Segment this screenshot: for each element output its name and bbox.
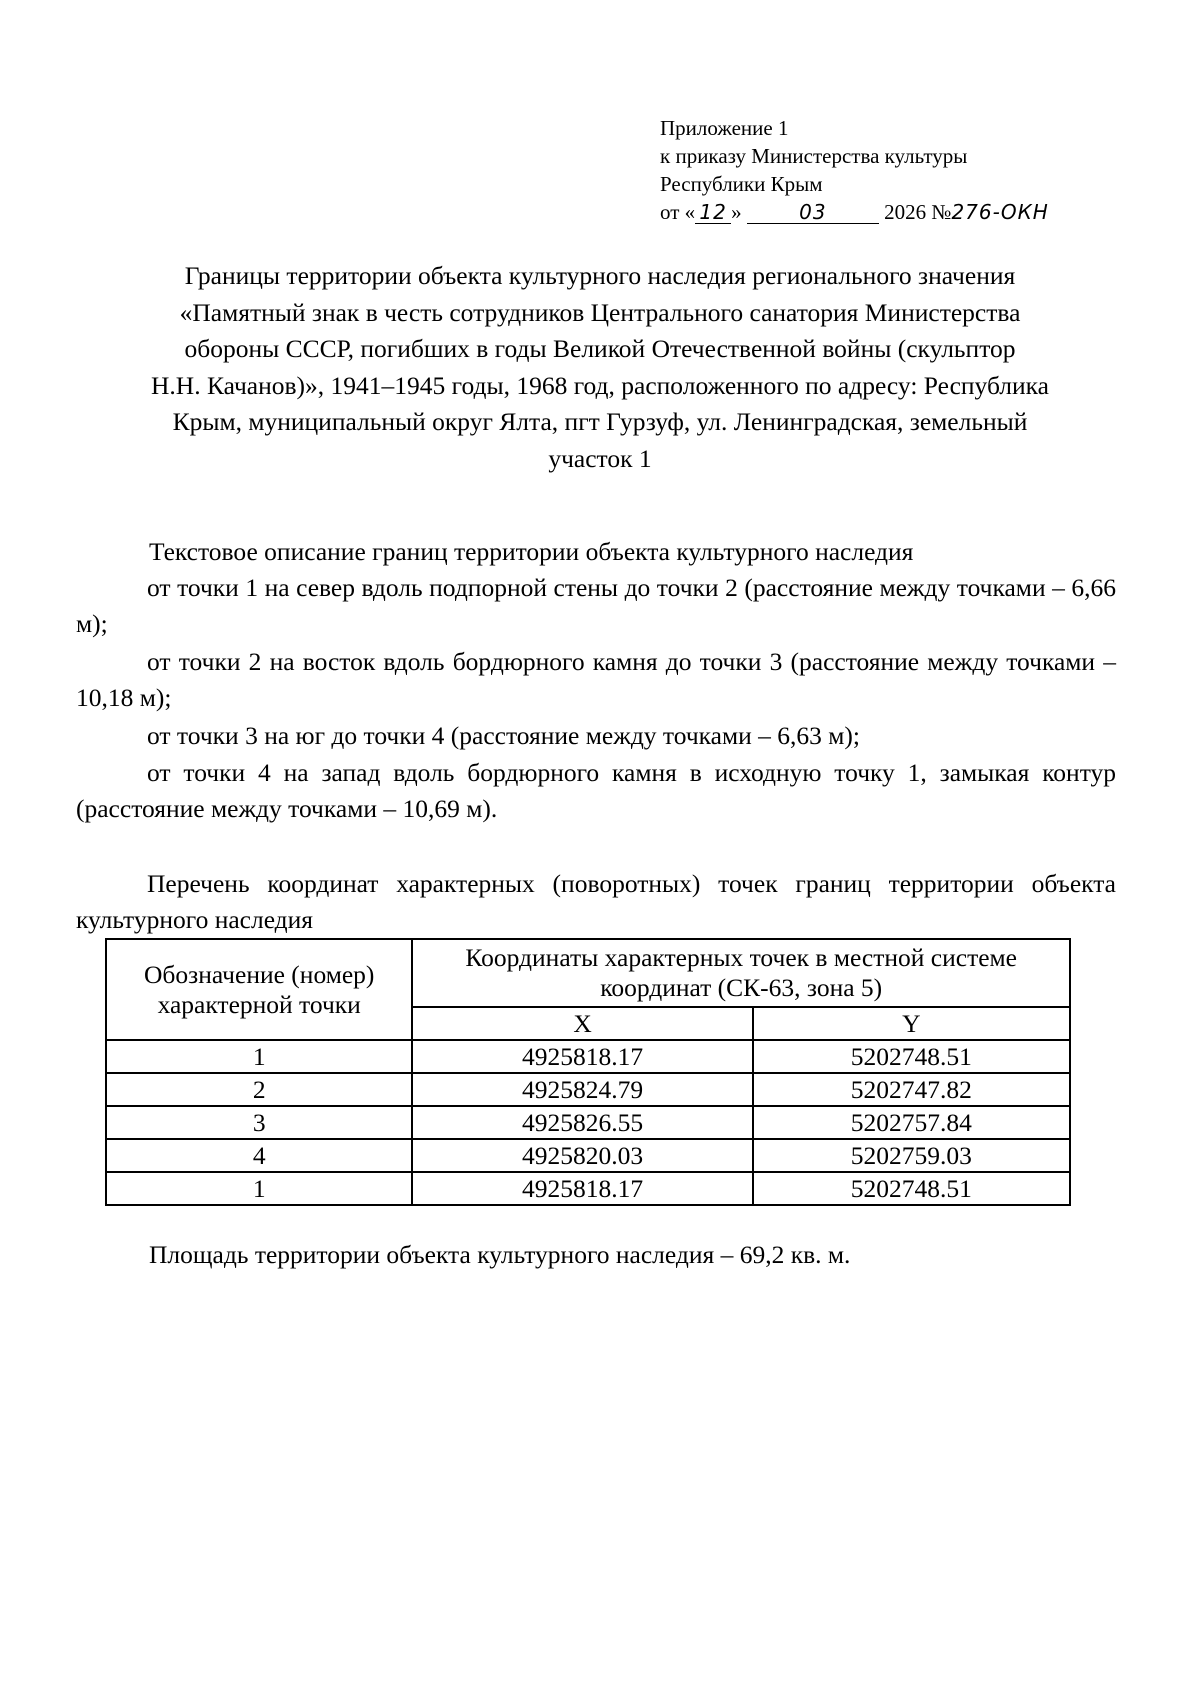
table-row xyxy=(106,1106,1070,1139)
x-cell: 4925818.17 xyxy=(412,1172,752,1205)
y-cell: 5202759.03 xyxy=(753,1139,1070,1172)
col-header-y: Y xyxy=(753,1007,1070,1040)
table-row xyxy=(106,1139,1070,1172)
title-line: обороны СССР, погибших в годы Великой Отечественной войны (скульптор xyxy=(184,334,1016,363)
area-statement: Площадь территории объекта культурного наследия – 69,2 кв. м. xyxy=(149,1240,851,1269)
annex-line-2: к приказу Министерства культуры xyxy=(660,144,968,168)
document-title xyxy=(70,258,1130,477)
x-cell: 4925826.55 xyxy=(412,1106,752,1139)
annex-header xyxy=(660,114,1091,226)
title-line: Н.Н. Качанов)», 1941–1945 годы, 1968 год, расположенного по адресу: Республика xyxy=(151,370,1049,400)
point-cell: 1 xyxy=(106,1172,412,1205)
annex-line-3: Республики Крым xyxy=(660,172,823,196)
y-cell: 5202757.84 xyxy=(753,1106,1070,1139)
y-cell: 5202747.82 xyxy=(753,1073,1070,1106)
point-cell: 4 xyxy=(106,1139,412,1172)
x-cell: 4925818.17 xyxy=(412,1040,752,1073)
table-row xyxy=(106,1172,1070,1205)
table-row xyxy=(106,1073,1070,1106)
description-item-1: от точки 1 на север вдоль подпорной стены до точки 2 (расстояние между точками – 6,66 м); xyxy=(76,573,1116,638)
description-item-3: от точки 3 на юг до точки 4 (расстояние между точками – 6,63 м); xyxy=(147,721,860,750)
date-separator: » xyxy=(731,200,742,224)
date-prefix: от « xyxy=(660,200,696,224)
coordinates-table xyxy=(105,938,1071,1206)
description-item-4: от точки 4 на запад вдоль бордюрного камня в исходную точку 1, замыкая контур (расстояние между точками – 10,69 м). xyxy=(76,758,1116,823)
col-header-point: Обозначение (номер) характерной точки xyxy=(106,939,412,1040)
y-cell: 5202748.51 xyxy=(753,1040,1070,1073)
title-line: «Памятный знак в честь сотрудников Центрального санатория Министерства xyxy=(179,297,1021,327)
coordinates-intro: Перечень координат характерных (поворотных) точек границ территории объекта культурного наследия xyxy=(76,869,1116,934)
col-header-x: X xyxy=(412,1007,752,1040)
handwritten-month: 03 xyxy=(747,201,879,224)
annex-line-1: Приложение 1 xyxy=(660,116,789,140)
title-line: Крым, муниципальный округ Ялта, пгт Гурзуф, ул. Ленинградская, земельный xyxy=(172,407,1028,436)
col-header-coordinates: Координаты характерных точек в местной системе координат (СК-63, зона 5) xyxy=(412,939,1070,1007)
year-and-number-label: 2026 № xyxy=(884,200,952,224)
description-item-2: от точки 2 на восток вдоль бордюрного камня до точки 3 (расстояние между точками – 10,18 м); xyxy=(76,647,1116,712)
description-heading: Текстовое описание границ территории объекта культурного наследия xyxy=(149,537,914,566)
title-line: участок 1 xyxy=(548,443,652,473)
x-cell: 4925820.03 xyxy=(412,1139,752,1172)
y-cell: 5202748.51 xyxy=(753,1172,1070,1205)
title-line: Границы территории объекта культурного наследия регионального значения xyxy=(184,261,1016,290)
handwritten-day: 12 xyxy=(695,201,731,224)
point-cell: 3 xyxy=(106,1106,412,1139)
point-cell: 2 xyxy=(106,1073,412,1106)
annex-date-line xyxy=(660,198,1091,226)
point-cell: 1 xyxy=(106,1040,412,1073)
handwritten-order-number: 276-ОКН xyxy=(951,200,1049,224)
table-row xyxy=(106,1040,1070,1073)
x-cell: 4925824.79 xyxy=(412,1073,752,1106)
